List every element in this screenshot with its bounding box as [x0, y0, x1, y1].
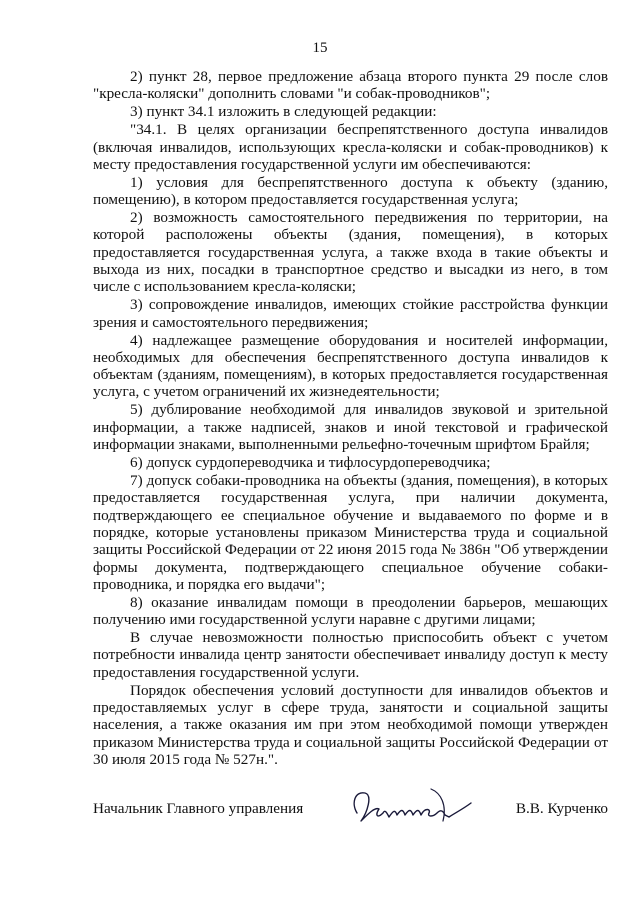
paragraph-10: 7) допуск собаки-проводника на объекты (здания, помещения), в которых предоставляется государственная услуга, при наличии документа, подтверждающего ее специальное обучение и выдаваемого по форме и в порядке, которые установлены приказом Министерства труда и социальной защиты Российской Федерации от 22 июня 2015 года № 386н "Об утверждении формы документа, подтверждающего специальное обучение собаки-проводника, и порядка его выдачи"; — [93, 472, 608, 593]
signature-block — [93, 797, 608, 837]
document-body — [93, 68, 608, 769]
paragraph-13: Порядок обеспечения условий доступности для инвалидов объектов и предоставляемых услуг в сфере труда, занятости и социальной защиты населения, а также оказания им при этом необходимой помощи утвержден приказом Министерства труда и социальной защиты Российской Федерации от 30 июля 2015 года № 527н.". — [93, 681, 608, 768]
page-number: 15 — [312, 40, 328, 56]
paragraph-12: В случае невозможности полностью приспособить объект с учетом потребности инвалида центр занятости обеспечивает инвалиду доступ к месту предоставления государственной услуги. — [93, 629, 608, 681]
position-title: Начальник Главного управления — [93, 800, 304, 817]
paragraph-3: "34.1. В целях организации беспрепятственного доступа инвалидов (включая инвалидов, использующих кресла-коляски и собак-проводников) к месту предоставления государственной услуги им обеспечиваются: — [93, 121, 608, 173]
signer-name: В.В. Курченко — [515, 800, 608, 817]
paragraph-1: 2) пункт 28, первое предложение абзаца второго пункта 29 после слов "кресла-коляски" дополнить словами "и собак-проводников"; — [93, 68, 608, 103]
paragraph-9: 6) допуск сурдопереводчика и тифлосурдопереводчика; — [130, 454, 491, 472]
paragraph-8: 5) дублирование необходимой для инвалидов звуковой и зрительной информации, а также надписей, знаков и иной текстовой и графической информации знаками, выполненными рельефно-точечным шрифтом Брайля; — [93, 401, 608, 454]
paragraph-5: 2) возможность самостоятельного передвижения по территории, на которой расположены объекты (здания, помещения), в которых предоставляется государственная услуга, а также входа в такие объекты и выхода из них, посадки в транспортное средство и высадки из него, в том числе с использованием кресла-коляски; — [93, 209, 608, 296]
paragraph-6: 3) сопровождение инвалидов, имеющих стойкие расстройства функции зрения и самостоятельного передвижения; — [93, 296, 608, 331]
paragraph-7: 4) надлежащее размещение оборудования и носителей информации, необходимых для обеспечения беспрепятственного доступа инвалидов к объектам (зданиям, помещениям), в которых предоставляется государственная услуга, с учетом ограничений их жизнедеятельности; — [93, 331, 608, 401]
handwritten-signature — [345, 783, 475, 831]
paragraph-4: 1) условия для беспрепятственного доступа к объекту (зданию, помещению), в котором предоставляется государственная услуга; — [93, 173, 608, 209]
paragraph-11: 8) оказание инвалидам помощи в преодолении барьеров, мешающих получению ими государственной услуги наравне с другими лицами; — [93, 593, 608, 629]
paragraph-2: 3) пункт 34.1 изложить в следующей редакции: — [130, 103, 437, 121]
